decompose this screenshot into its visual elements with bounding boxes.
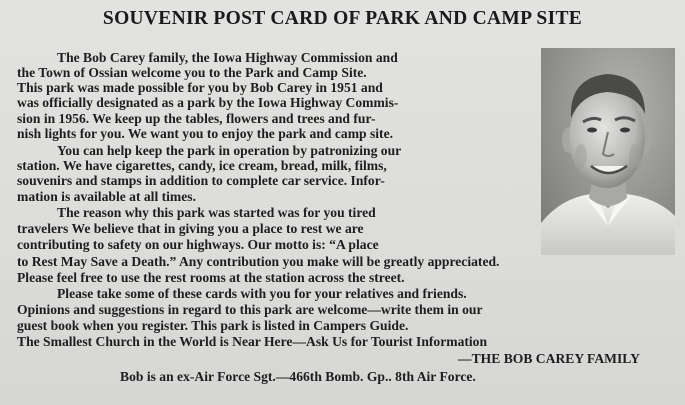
text-line: Please take some of these cards with you for your relatives and friends. — [57, 286, 467, 301]
text-line: to Rest May Save a Death.” Any contribution you make will be greatly appreciated. — [17, 254, 500, 269]
text-line: mation is available at all times. — [17, 189, 196, 204]
text-line: contributing to safety on our highways. Our motto is: “A place — [17, 237, 379, 252]
text-line: You can help keep the park in operation by patronizing our — [57, 143, 402, 158]
signature: —THE BOB CAREY FAMILY — [458, 351, 640, 366]
footer-note: Bob is an ex-Air Force Sgt.—466th Bomb. Gp.. 8th Air Force. — [120, 369, 476, 384]
text-line: station. We have cigarettes, candy, ice cream, bread, milk, films, — [17, 158, 387, 173]
text-line: This park was made possible for you by Bob Carey in 1951 and — [17, 80, 383, 95]
text-line: nish lights for you. We want you to enjoy the park and camp site. — [17, 126, 394, 141]
text-line: was officially designated as a park by the Iowa Highway Commis- — [17, 95, 399, 110]
portrait-photo — [541, 48, 675, 255]
text-line: The reason why this park was started was for you tired — [57, 205, 376, 220]
text-line: The Smallest Church in the World is Near Here—Ask Us for Tourist Information — [17, 334, 488, 349]
text-line: The Bob Carey family, the Iowa Highway Commission and — [57, 50, 398, 65]
text-line: travelers We believe that in giving you a place to rest we are — [17, 221, 364, 236]
text-line: souvenirs and stamps in addition to complete car service. Infor- — [17, 173, 385, 188]
postcard-title: SOUVENIR POST CARD OF PARK AND CAMP SITE — [102, 8, 583, 29]
portrait-illustration — [541, 48, 675, 255]
text-line: Opinions and suggestions in regard to this park are welcome—write them in our — [17, 302, 483, 317]
text-line: the Town of Ossian welcome you to the Park and Camp Site. — [17, 65, 367, 80]
text-line: Please feel free to use the rest rooms at the station across the street. — [17, 270, 405, 285]
text-line: guest book when you register. This park is listed in Campers Guide. — [17, 318, 409, 333]
text-line: sion in 1956. We keep up the tables, flowers and trees and fur- — [17, 111, 376, 126]
